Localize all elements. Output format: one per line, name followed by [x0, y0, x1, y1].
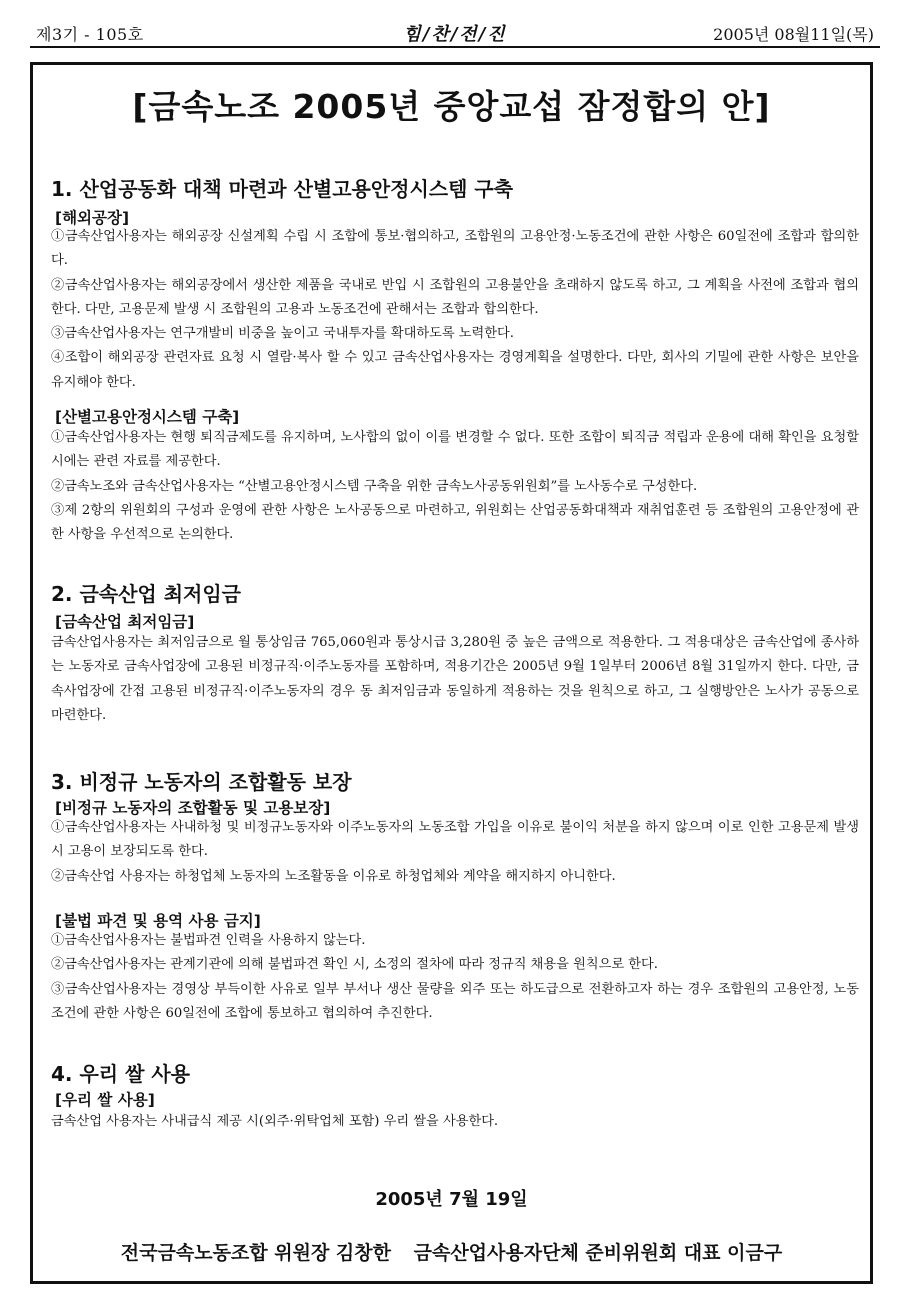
- subsection-heading-irregular-workers: [비정규 노동자의 조합활동 및 고용보장]: [55, 799, 331, 817]
- list-item: ②금속산업사용자는 관계기관에 의해 불법파견 확인 시, 소정의 절차에 따라 정규직 채용을 원칙으로 한다.: [51, 957, 658, 973]
- list-item: ①금속산업사용자는 현행 퇴직금제도를 유지하며, 노사합의 없이 이를 변경할 수 없다. 또한 조합이 퇴직금 적립과 운용에 대해 확인을 요청할 시에는 관련 자료를 제공한다.: [51, 430, 859, 470]
- subsection-heading-min-wage: [금속산업 최저임금]: [55, 613, 195, 631]
- list-item: ②금속산업사용자는 해외공장에서 생산한 제품을 국내로 반입 시 조합원의 고용불안을 초래하지 않도록 하고, 그 계획을 사전에 조합과 협의한다. 다만, 고용문제 발생 시 조합원의 고용과 노동조건에 관해서는 조합과 합의한다.: [51, 277, 859, 317]
- section-heading-1: 1. 산업공동화 대책 마련과 산별고용안정시스템 구축: [51, 177, 514, 201]
- issue-date: 2005년 08월11일(목): [713, 25, 874, 44]
- agreement-date: 2005년 7월 19일: [375, 1189, 528, 1210]
- domestic-rice-items: [51, 1110, 859, 1134]
- irregular-workers-items: [51, 816, 859, 889]
- newsletter-header: [30, 16, 880, 48]
- paper-name: 힘/찬/전/진: [403, 24, 507, 45]
- illegal-dispatch-items: [51, 929, 859, 1026]
- section-heading-2: 2. 금속산업 최저임금: [51, 582, 241, 606]
- document-title: [금속노조 2005년 중앙교섭 잠정합의 안]: [132, 87, 771, 126]
- section-heading-3: 3. 비정규 노동자의 조합활동 보장: [51, 770, 352, 794]
- list-item: 금속산업 사용자는 사내급식 제공 시(외주·위탁업체 포함) 우리 쌀을 사용한다.: [51, 1114, 499, 1129]
- min-wage-items: [51, 631, 859, 728]
- list-item: ③금속산업사용자는 경영상 부득이한 사유로 일부 부서나 생산 물량을 외주 또는 하도급으로 전환하고자 하는 경우 조합원의 고용안정, 노동조건에 관한 사항은 60일전에 조합에 통보하고 협의하여 추진한다.: [51, 981, 859, 1021]
- list-item: ①금속산업사용자는 해외공장 신설계획 수립 시 조합에 통보·협의하고, 조합원의 고용안정·노동조건에 관한 사항은 60일전에 조합과 합의한다.: [51, 229, 859, 269]
- signatories: [33, 1238, 870, 1265]
- list-item: ③금속산업사용자는 연구개발비 비중을 높이고 국내투자를 확대하도록 노력한다.: [51, 326, 514, 342]
- list-item: ②금속노조와 금속산업사용자는 “산별고용안정시스템 구축을 위한 금속노사공동위원회”를 노사동수로 구성한다.: [51, 478, 698, 494]
- employer-signatory: 금속산업사용자단체 준비위원회 대표 이금구: [413, 1242, 783, 1264]
- section-heading-4: 4. 우리 쌀 사용: [51, 1062, 191, 1086]
- subsection-heading-employment-system: [산별고용안정시스템 구축]: [55, 408, 240, 426]
- list-item: ④조합이 해외공장 관련자료 요청 시 열람·복사 할 수 있고 금속산업사용자는 경영계획을 설명한다. 다만, 회사의 기밀에 관한 사항은 보안을 유지해야 한다.: [51, 350, 859, 390]
- list-item: ③제 2항의 위원회의 구성과 운영에 관한 사항은 노사공동으로 마련하고, 위원회는 산업공동화대책과 재취업훈련 등 조합원의 고용안정에 관한 사항을 우선적으로 논의한다.: [51, 502, 859, 543]
- subsection-heading-domestic-rice: [우리 쌀 사용]: [55, 1091, 155, 1109]
- employment-system-items: [51, 426, 859, 547]
- union-signatory: 전국금속노동조합 위원장 김창한: [120, 1242, 391, 1264]
- list-item: 금속산업사용자는 최저임금으로 월 통상임금 765,060원과 통상시급 3,280원 중 높은 금액으로 적용한다. 그 적용대상은 금속산업에 종사하는 노동자로 금속사업장에 고용된 비정규직·이주노동자를 포함하며, 적용기간은 2005년 9월 1일부터 2006년 8월 31일까지 한다. 다만, 금속사업장에 간접 고용된 비정규직·이주노동자의 경우 동 최저임금과 동일하게 적용하는 것을 원칙으로 하고, 그 실행방안은 노사가 공동으로 마련한다.: [51, 635, 859, 723]
- subsection-heading-overseas-plants: [해외공장]: [55, 209, 130, 227]
- issue-number: 제3기 - 105호: [36, 25, 144, 44]
- overseas-plants-items: [51, 225, 859, 395]
- list-item: ①금속산업사용자는 사내하청 및 비정규노동자와 이주노동자의 노동조합 가입을 이유로 불이익 처분을 하지 않으며 이로 인한 고용문제 발생시 고용이 보장되도록 한다.: [51, 820, 859, 860]
- document-frame: [30, 62, 873, 1284]
- list-item: ②금속산업 사용자는 하청업체 노동자의 노조활동을 이유로 하청업체와 계약을 해지하지 아니한다.: [51, 868, 616, 884]
- list-item: ①금속산업사용자는 불법파견 인력을 사용하지 않는다.: [51, 933, 366, 948]
- subsection-heading-illegal-dispatch: [불법 파견 및 용역 사용 금지]: [55, 912, 261, 930]
